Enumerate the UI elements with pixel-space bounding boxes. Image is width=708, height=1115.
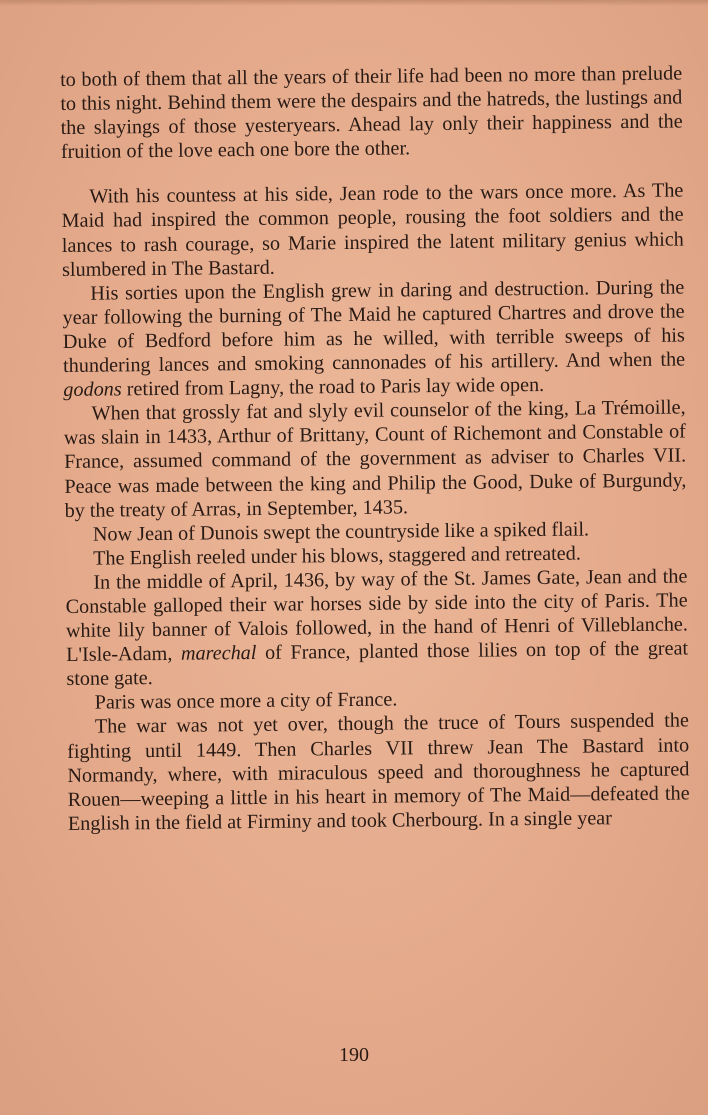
paragraph [67,709,690,836]
text-run: to both of them that all the years of their life had been no more than prelude to this night. Behind them were the despairs and the hatreds, the lustings and the slayings of those yesteryears. Ahead lay only their happiness and the fruition of the love each one bore the other. [60,62,683,164]
book-page-body [60,61,692,1067]
text-run: The war was not yet over, though the truce of Tours suspended the fighting until 1449. Then Charles VII threw Jean The Bastard into Normandy, where, with miraculous speed and thoroughness he captured Rouen—weeping a little in his heart in memory of The Maid—defeated the English in the field at Firminy and took Cherbourg. In a single year [67,709,690,835]
text-run: In the middle of April, 1436, by way of the St. James Gate, Jean and the Constable galloped their war horses side by side into the city of Paris. The white lily banner of Valois followed, in the hand of Henri of Villeblanche. L'Isle-Adam, [65,565,688,667]
text-run: of France, planted those lilies on top of the great stone gate. [66,637,689,691]
text-run: The English reeled under his blows, staggered and retreated. [93,542,581,570]
text-run: With his countess at his side, Jean rode to the wars once more. As The Maid had inspired the common people, rousing the foot soldiers and the lances to rash courage, so Marie inspired the latent military genius which slumbered in The Bastard. [61,179,684,281]
text-run: Paris was once more a city of France. [94,688,398,715]
paragraph [65,564,688,691]
paragraph [62,275,685,402]
paragraph [60,61,683,164]
text-run: retired from Lagny, the road to Paris lay wide open. [121,374,545,401]
text-run: His sorties upon the English grew in daring and destruction. During the year following the burning of The Maid he captured Chartres and drove the Duke of Bedford before him as he willed, with terrible sweeps of his thundering lances and smoking cannonades of his artillery. And when the [62,276,686,378]
text-run: When that grossly fat and slyly evil counselor of the king, La Trémoille, was slain in 1433, Arthur of Brittany, Count of Richemont and Constable of France, assumed command of the government as adviser to Charles VII. Peace was made between the king and Philip the Good, Duke of Burgundy, by the treaty of Arras, in September, 1435. [63,396,687,522]
italic-text: marechal [180,642,257,665]
italic-text: godons [63,378,122,402]
page-number: 190 [339,1044,369,1066]
page-top-edge [0,0,708,6]
paragraph [63,396,686,523]
text-run: Now Jean of Dunois swept the countryside like a spiked flail. [92,518,590,546]
paragraph [61,179,684,282]
